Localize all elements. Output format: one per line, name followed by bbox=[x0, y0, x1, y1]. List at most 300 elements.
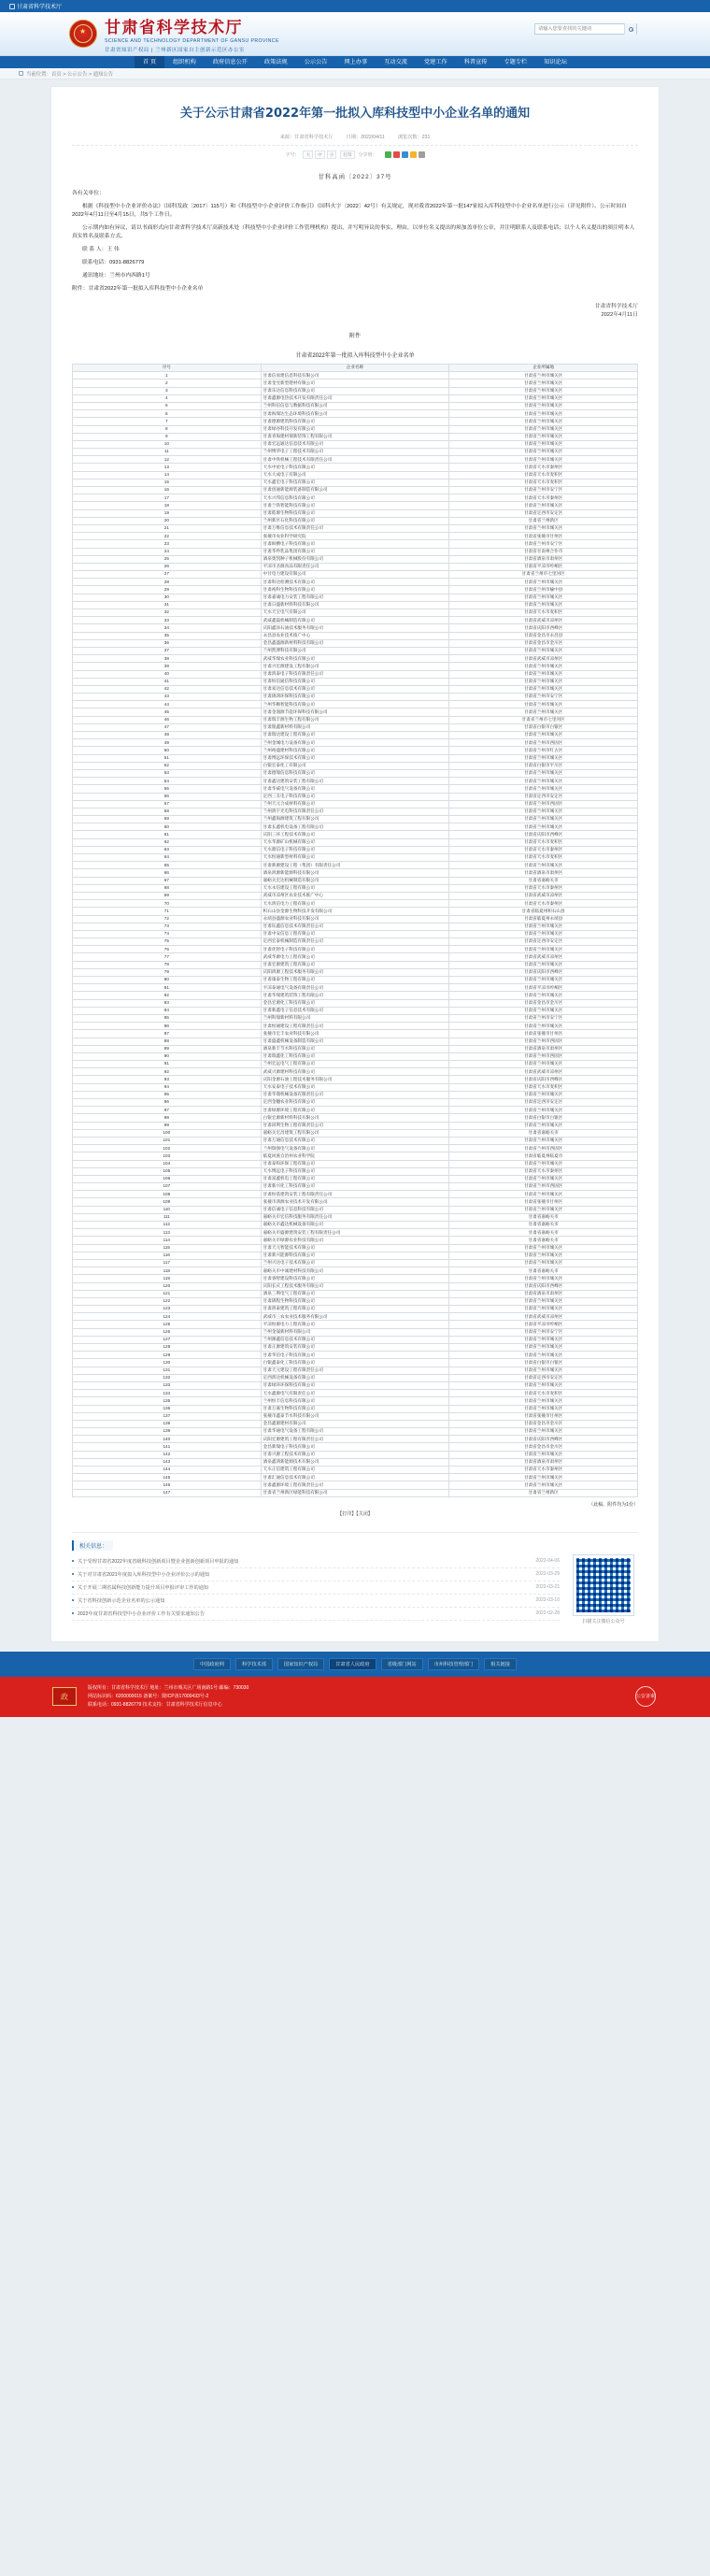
cell-index: 5 bbox=[73, 402, 262, 409]
cell-enterprise-name: 甘肃科达检测技术有限公司 bbox=[261, 579, 449, 586]
cell-enterprise-name: 甘肃睿智建设科技有限公司 bbox=[261, 1275, 449, 1282]
cell-index: 42 bbox=[73, 685, 262, 693]
table-row bbox=[73, 509, 638, 517]
cell-location: 甘肃省白银市白银区 bbox=[449, 723, 638, 731]
related-item[interactable] bbox=[72, 1581, 560, 1595]
footer-line-2: 网站标识码：6200000015 备案号：陇ICP备17000433号-2 bbox=[88, 1693, 209, 1699]
cell-index: 83 bbox=[73, 999, 262, 1007]
cell-location: 甘肃省兰州市城关区 bbox=[449, 1244, 638, 1252]
cell-location: 甘肃省兰州市安宁区 bbox=[449, 694, 638, 701]
cell-enterprise-name: 兰州金晟新材料有限公司 bbox=[261, 1328, 449, 1336]
cell-enterprise-name: 天水鼎信电子科技有限公司 bbox=[261, 846, 449, 853]
cell-location: 甘肃省兰州市城关区 bbox=[449, 862, 638, 869]
cell-location: 甘肃省酒泉市肃州区 bbox=[449, 555, 638, 563]
table-row bbox=[73, 1175, 638, 1182]
related-item-date: 2022-04-06 bbox=[535, 1558, 560, 1565]
cell-index: 120 bbox=[73, 1282, 262, 1290]
cell-location: 甘肃省兰州市城关区 bbox=[449, 379, 638, 387]
table-row bbox=[73, 754, 638, 762]
footer-seal bbox=[632, 1686, 660, 1707]
breadcrumb-text[interactable]: 当前位置：首页 > 公示公告 > 通知公告 bbox=[26, 71, 114, 78]
cell-location: 甘肃省定西市安定区 bbox=[449, 1374, 638, 1381]
table-row bbox=[73, 1282, 638, 1290]
cell-location: 甘肃省天水市秦州区 bbox=[449, 846, 638, 853]
cell-enterprise-name: 甘肃天元智能技术有限公司 bbox=[261, 1244, 449, 1252]
cell-location: 甘肃省兰州市城关区 bbox=[449, 769, 638, 777]
cell-location: 甘肃省兰州市城关区 bbox=[449, 754, 638, 762]
cell-location: 甘肃省嘉峪关市 bbox=[449, 1267, 638, 1275]
cell-location: 甘肃省兰州市城关区 bbox=[449, 977, 638, 984]
footer-line-3: 联系电话：0931-8826779 技术支持：甘肃省科学技术厅信息中心 bbox=[88, 1701, 222, 1708]
cell-location: 甘肃省兰州市城关区 bbox=[449, 678, 638, 685]
cell-enterprise-name: 兰州科信信息与数据科技有限公司 bbox=[261, 402, 449, 409]
cell-index: 40 bbox=[73, 670, 262, 678]
related-item-title[interactable]: 关于受理甘肃省2022年度省级科技创新项目暨企业创新创新项目申报的通知 bbox=[78, 1558, 239, 1565]
table-row bbox=[73, 586, 638, 594]
cell-index: 68 bbox=[73, 884, 262, 892]
table-row bbox=[73, 555, 638, 563]
cell-enterprise-name: 甘肃新鑫电子信息技术有限公司 bbox=[261, 1007, 449, 1014]
footer-link[interactable]: 科学技术部 bbox=[235, 1658, 273, 1670]
cell-enterprise-name: 定西金穗农业科技有限公司 bbox=[261, 1099, 449, 1107]
table-row bbox=[73, 1198, 638, 1206]
cell-enterprise-name: 甘肃万嘉生物科技有限公司 bbox=[261, 1405, 449, 1412]
print-close-links[interactable]: 【打印】【关闭】 bbox=[337, 1510, 373, 1517]
nav-item-announcements[interactable]: 公示公告 bbox=[304, 59, 328, 65]
cell-enterprise-name: 甘肃恒基建筑安装工程有限责任公司 bbox=[261, 1191, 449, 1198]
footer-link-strip[interactable] bbox=[0, 1652, 710, 1677]
table-row bbox=[73, 494, 638, 502]
wechat-icon[interactable] bbox=[385, 151, 391, 158]
bullet-icon bbox=[72, 1586, 74, 1588]
fontsize-medium-button[interactable]: 中 bbox=[315, 150, 325, 159]
cell-location: 甘肃省兰州市西固区 bbox=[449, 1038, 638, 1045]
cell-location: 甘肃省平凉市崆峒区 bbox=[449, 984, 638, 992]
table-row bbox=[73, 831, 638, 838]
cell-enterprise-name: 定西三友电子科技有限公司 bbox=[261, 793, 449, 800]
nav-item-online-service[interactable]: 网上办事 bbox=[344, 59, 368, 65]
table-row bbox=[73, 968, 638, 976]
table-row bbox=[73, 1451, 638, 1458]
cell-index: 136 bbox=[73, 1405, 262, 1412]
related-item[interactable] bbox=[72, 1568, 560, 1581]
nav-item-policy[interactable]: 政策法规 bbox=[263, 59, 288, 65]
cell-enterprise-name: 甘肃金昱新型建材有限公司 bbox=[261, 379, 449, 387]
cell-location: 甘肃省天水市秦州区 bbox=[449, 884, 638, 892]
table-row bbox=[73, 1014, 638, 1022]
cell-enterprise-name: 酒泉鸿源新能源科技有限公司 bbox=[261, 869, 449, 877]
cell-index: 1 bbox=[73, 372, 262, 379]
table-row bbox=[73, 1038, 638, 1045]
cell-index: 102 bbox=[73, 1145, 262, 1152]
related-item-title[interactable]: 关于开展二期省属科技创新能力提升项目申报评审工作的通知 bbox=[78, 1584, 209, 1591]
cell-index: 108 bbox=[73, 1191, 262, 1198]
cell-enterprise-name: 庆阳长庆工程技术服务有限公司 bbox=[261, 1282, 449, 1290]
related-section bbox=[72, 1532, 638, 1624]
cell-location: 甘肃省兰州市城关区 bbox=[449, 402, 638, 409]
cell-enterprise-name: 平凉恒源电力工程有限公司 bbox=[261, 1321, 449, 1328]
table-row bbox=[73, 732, 638, 739]
cell-index: 43 bbox=[73, 694, 262, 701]
cell-location: 甘肃省兰州市西固区 bbox=[449, 739, 638, 747]
body-paragraph-2: 公示期内如有异议，请以书面形式向甘肃省科学技术厅高新技术处（科技型中小企业评价工作管理机构）提出，并写明异议的事实、理由，以单位名义提出的须加盖单位公章，并注明联系人及联系电话；以个人名义提出的须注明本人真实姓名及联系方式。 bbox=[72, 225, 635, 239]
cell-index: 15 bbox=[73, 479, 262, 486]
cell-index: 127 bbox=[73, 1336, 262, 1343]
cell-location: 甘肃省张掖市甘州区 bbox=[449, 1198, 638, 1206]
nav-item-forum[interactable]: 知识论坛 bbox=[544, 59, 567, 65]
cell-enterprise-name: 甘肃信易建信息科技有限公司 bbox=[261, 372, 449, 379]
more-icon[interactable] bbox=[419, 151, 425, 158]
table-row bbox=[73, 563, 638, 570]
table-row bbox=[73, 808, 638, 815]
cell-index: 31 bbox=[73, 601, 262, 608]
cell-location: 甘肃省兰州市城关区 bbox=[449, 732, 638, 739]
cell-enterprise-name: 甘肃金润源节能环保科技有限公司 bbox=[261, 708, 449, 716]
cell-location: 甘肃省兰州市城关区 bbox=[449, 1023, 638, 1030]
table-row bbox=[73, 670, 638, 678]
nav-item-party-work[interactable]: 党建工作 bbox=[423, 59, 447, 65]
table-row bbox=[73, 1428, 638, 1436]
cell-enterprise-name: 酒泉奥凯种子机械股份有限公司 bbox=[261, 555, 449, 563]
signature-date: 2022年4月11日 bbox=[601, 312, 638, 318]
cell-enterprise-name: 庆阳鑫泽石油技术服务有限公司 bbox=[261, 624, 449, 632]
cell-location: 甘肃省兰州市城关区 bbox=[449, 961, 638, 968]
cell-location: 甘肃省兰州市城关区 bbox=[449, 708, 638, 716]
cell-index: 59 bbox=[73, 816, 262, 823]
print-button[interactable]: 打印 bbox=[340, 150, 354, 159]
site-identity[interactable] bbox=[9, 2, 62, 10]
attachment-label: 附件 bbox=[348, 334, 361, 339]
table-footer-note: （此稿、附件均为1份） bbox=[589, 1501, 638, 1508]
cell-enterprise-name: 甘肃鑫源环境工程有限责任公司 bbox=[261, 1481, 449, 1489]
cell-index: 111 bbox=[73, 1213, 262, 1221]
bullet-icon bbox=[72, 1560, 74, 1562]
cell-enterprise-name: 天水安泰电子技术有限公司 bbox=[261, 1083, 449, 1091]
footer-logo bbox=[50, 1687, 78, 1706]
cell-enterprise-name: 甘肃信诚电子信息科技有限公司 bbox=[261, 1206, 449, 1213]
cell-index: 147 bbox=[73, 1489, 262, 1496]
cell-location: 甘肃省兰州市城关区 bbox=[449, 1175, 638, 1182]
cell-enterprise-name: 兰州恒丰信息科技有限公司 bbox=[261, 1397, 449, 1405]
cell-index: 93 bbox=[73, 1076, 262, 1083]
main-nav[interactable] bbox=[0, 56, 710, 68]
cell-index: 138 bbox=[73, 1420, 262, 1427]
cell-location: 甘肃省兰州市榆中县 bbox=[449, 586, 638, 594]
cell-index: 143 bbox=[73, 1458, 262, 1466]
cell-location: 甘肃省定西市安定区 bbox=[449, 938, 638, 946]
page-title: 关于公示甘肃省2022年第一批拟入库科技型中小企业名单的通知 bbox=[179, 107, 531, 121]
table-row bbox=[73, 1359, 638, 1367]
salutation: 各有关单位： bbox=[72, 191, 105, 196]
cell-location: 甘肃省兰州市城关区 bbox=[449, 425, 638, 433]
cell-location: 甘肃省兰州市城关区 bbox=[449, 1137, 638, 1144]
cell-enterprise-name: 甘肃瑞鑫化工科技有限公司 bbox=[261, 1052, 449, 1060]
table-row bbox=[73, 1160, 638, 1167]
cell-index: 139 bbox=[73, 1428, 262, 1436]
table-row bbox=[73, 1412, 638, 1420]
cell-index: 116 bbox=[73, 1252, 262, 1259]
cell-index: 129 bbox=[73, 1352, 262, 1359]
cell-enterprise-name: 定西宏泰机械制造有限责任公司 bbox=[261, 938, 449, 946]
cell-location: 甘肃省兰州市城关区 bbox=[449, 372, 638, 379]
cell-location: 甘肃省定西市安定区 bbox=[449, 793, 638, 800]
fontsize-group[interactable] bbox=[303, 150, 336, 159]
bullet-icon bbox=[72, 1612, 74, 1614]
cell-location: 甘肃省武威市凉州区 bbox=[449, 1313, 638, 1321]
cell-location: 甘肃省兰州市城关区 bbox=[449, 1252, 638, 1259]
cell-location: 甘肃省金昌市金川区 bbox=[449, 1420, 638, 1427]
table-body bbox=[73, 372, 638, 1497]
cell-index: 95 bbox=[73, 1091, 262, 1098]
qrcode-image bbox=[574, 1555, 633, 1615]
qq-icon[interactable] bbox=[402, 151, 408, 158]
cell-index: 61 bbox=[73, 831, 262, 838]
header-titles bbox=[105, 14, 279, 53]
nav-item-interaction[interactable]: 互动交流 bbox=[384, 59, 407, 65]
table-caption: 甘肃省2022年第一批拟入库科技型中小企业名单 bbox=[295, 353, 415, 359]
cell-location: 甘肃省天水市麦积区 bbox=[449, 1390, 638, 1397]
table-row bbox=[73, 540, 638, 548]
cell-enterprise-name: 甘肃康泰生物工程有限公司 bbox=[261, 977, 449, 984]
cell-enterprise-name: 甘肃华鼎机械设备有限责任公司 bbox=[261, 1091, 449, 1098]
cell-location: 甘肃省天水市秦州区 bbox=[449, 464, 638, 471]
cell-index: 100 bbox=[73, 1129, 262, 1137]
cell-index: 80 bbox=[73, 977, 262, 984]
cell-enterprise-name: 甘肃兴源工程技术有限公司 bbox=[261, 1451, 449, 1458]
cell-index: 78 bbox=[73, 961, 262, 968]
cell-index: 26 bbox=[73, 563, 262, 570]
cell-index: 60 bbox=[73, 823, 262, 831]
cell-index: 6 bbox=[73, 410, 262, 418]
table-row bbox=[73, 1374, 638, 1381]
search-box[interactable] bbox=[534, 23, 637, 35]
table-row bbox=[73, 716, 638, 723]
cell-index: 74 bbox=[73, 930, 262, 937]
cell-enterprise-name: 兰州源鑫信息技术有限公司 bbox=[261, 1336, 449, 1343]
cell-enterprise-name: 白银宏源新材料科技有限公司 bbox=[261, 1114, 449, 1122]
cell-location: 甘肃省兰州市城关区 bbox=[449, 670, 638, 678]
cell-enterprise-name: 嘉峪关市鑫达机械设备有限公司 bbox=[261, 1222, 449, 1229]
cell-location: 甘肃省兰州市城关区 bbox=[449, 594, 638, 601]
qr-block bbox=[569, 1555, 638, 1624]
table-row bbox=[73, 1083, 638, 1091]
cell-location: 甘肃省兰州市城关区 bbox=[449, 1007, 638, 1014]
cell-location: 甘肃省兰州市城关区 bbox=[449, 1091, 638, 1098]
cell-index: 22 bbox=[73, 533, 262, 540]
cell-index: 82 bbox=[73, 992, 262, 999]
cell-index: 48 bbox=[73, 732, 262, 739]
cell-location: 甘肃省兰州市西固区 bbox=[449, 800, 638, 808]
nav-item-home[interactable]: 首 页 bbox=[135, 56, 164, 68]
fontsize-large-button[interactable]: 大 bbox=[303, 150, 313, 159]
meta-views: 浏览次数：231 bbox=[397, 135, 431, 140]
cell-index: 140 bbox=[73, 1436, 262, 1443]
cell-location: 甘肃省兰州市安宁区 bbox=[449, 487, 638, 494]
cell-location: 甘肃省兰州市城关区 bbox=[449, 1428, 638, 1436]
footer-link[interactable]: 中国政府网 bbox=[193, 1658, 231, 1670]
table-row bbox=[73, 1222, 638, 1229]
cell-location: 甘肃省天水市麦积区 bbox=[449, 1083, 638, 1091]
table-row bbox=[73, 524, 638, 532]
cell-enterprise-name: 嘉峪关市绿源农业科技有限公司 bbox=[261, 1237, 449, 1244]
cell-index: 84 bbox=[73, 1007, 262, 1014]
nav-item-gov-info[interactable]: 政府信息公开 bbox=[212, 59, 248, 65]
nav-item-organization[interactable]: 组织机构 bbox=[173, 59, 196, 65]
cell-enterprise-name: 甘肃华通电气设备工程有限公司 bbox=[261, 1428, 449, 1436]
search-input[interactable] bbox=[535, 24, 624, 34]
cell-location: 甘肃省临夏州临夏市 bbox=[449, 1152, 638, 1160]
footer-link[interactable]: 相关链接 bbox=[484, 1658, 517, 1670]
cell-enterprise-name: 甘肃创通新能源装备制造有限公司 bbox=[261, 487, 449, 494]
cell-enterprise-name: 金昌鑫盛源新材料科技有限公司 bbox=[261, 639, 449, 647]
cell-enterprise-name: 白银鑫泰化工科技有限公司 bbox=[261, 1359, 449, 1367]
table-row bbox=[73, 923, 638, 930]
cell-enterprise-name: 兰州鸿宇光电科技有限责任公司 bbox=[261, 808, 449, 815]
cell-enterprise-name: 甘肃绿环环保科技有限公司 bbox=[261, 1381, 449, 1389]
meta-date: 日期：2022/04/11 bbox=[346, 135, 385, 140]
cell-location: 甘肃省张掖市甘州区 bbox=[449, 1030, 638, 1038]
cell-location: 甘肃省兰州市安宁区 bbox=[449, 1328, 638, 1336]
cell-index: 137 bbox=[73, 1412, 262, 1420]
weibo-icon[interactable] bbox=[393, 151, 400, 158]
cell-location: 甘肃省兰州市城关区 bbox=[449, 1297, 638, 1305]
cell-location: 甘肃省兰州市城关区 bbox=[449, 1451, 638, 1458]
cell-location: 甘肃省兰州市城关区 bbox=[449, 601, 638, 608]
table-row bbox=[73, 1336, 638, 1343]
cell-location: 甘肃省临夏州积石山县 bbox=[449, 908, 638, 915]
cell-enterprise-name: 甘肃中铁机械工程技术有限责任公司 bbox=[261, 456, 449, 464]
cell-enterprise-name: 嘉峪关市中诚建材科技有限公司 bbox=[261, 1267, 449, 1275]
table-row bbox=[73, 571, 638, 579]
cell-index: 37 bbox=[73, 647, 262, 654]
cell-enterprise-name: 酒泉三利电气工程有限公司 bbox=[261, 1290, 449, 1297]
cell-index: 33 bbox=[73, 617, 262, 624]
cell-location: 甘肃省武威市凉州区 bbox=[449, 655, 638, 663]
cell-index: 47 bbox=[73, 723, 262, 731]
cell-index: 16 bbox=[73, 487, 262, 494]
table-row bbox=[73, 1259, 638, 1267]
table-row bbox=[73, 1390, 638, 1397]
cell-location: 甘肃省张掖市甘州区 bbox=[449, 1412, 638, 1420]
table-row bbox=[73, 800, 638, 808]
related-item-title[interactable]: 关于省科技创新示范企业名单的公示通知 bbox=[78, 1597, 165, 1604]
table-row bbox=[73, 1252, 638, 1259]
table-row bbox=[73, 464, 638, 471]
table-row bbox=[73, 1467, 638, 1474]
table-row bbox=[73, 938, 638, 946]
qzone-icon[interactable] bbox=[410, 151, 417, 158]
cell-index: 58 bbox=[73, 808, 262, 815]
cell-enterprise-name: 甘肃宏远通达信息技术有限公司 bbox=[261, 440, 449, 448]
table-row bbox=[73, 1237, 638, 1244]
cell-location: 甘肃省平凉市崆峒区 bbox=[449, 1321, 638, 1328]
table-row bbox=[73, 961, 638, 968]
cell-enterprise-name: 武威华源电力工程有限公司 bbox=[261, 953, 449, 961]
cell-index: 77 bbox=[73, 953, 262, 961]
table-row bbox=[73, 579, 638, 586]
cell-index: 25 bbox=[73, 555, 262, 563]
home-icon bbox=[19, 71, 23, 76]
cell-enterprise-name: 武威市三农农业技术服务有限公司 bbox=[261, 1313, 449, 1321]
cell-location: 甘肃省兰州市西固区 bbox=[449, 1052, 638, 1060]
cell-location: 甘肃省庆阳市西峰区 bbox=[449, 1282, 638, 1290]
table-row bbox=[73, 877, 638, 884]
share-icons[interactable] bbox=[385, 151, 425, 158]
table-row bbox=[73, 440, 638, 448]
table-row bbox=[73, 402, 638, 409]
table-row bbox=[73, 762, 638, 769]
cell-enterprise-name: 张掖市鸿源农业技术开发有限公司 bbox=[261, 1198, 449, 1206]
cell-location: 甘肃省兰州新区 bbox=[449, 517, 638, 524]
footer-link[interactable]: 市州科技管理部门 bbox=[428, 1658, 480, 1670]
bullet-icon bbox=[72, 1573, 74, 1575]
cell-index: 7 bbox=[73, 418, 262, 425]
cell-index: 114 bbox=[73, 1237, 262, 1244]
breadcrumb bbox=[0, 68, 710, 79]
cell-location: 甘肃省庆阳市西峰区 bbox=[449, 831, 638, 838]
cell-location: 甘肃省兰州市城关区 bbox=[449, 1397, 638, 1405]
related-item[interactable] bbox=[72, 1595, 560, 1608]
cell-index: 132 bbox=[73, 1374, 262, 1381]
cell-index: 56 bbox=[73, 793, 262, 800]
cell-enterprise-name: 中甘电力建设有限公司 bbox=[261, 571, 449, 579]
cell-index: 88 bbox=[73, 1038, 262, 1045]
cell-enterprise-name: 天水兴邦信息科技有限公司 bbox=[261, 494, 449, 502]
cell-location: 甘肃省武威市凉州区 bbox=[449, 953, 638, 961]
cell-enterprise-name: 甘肃万维信息技术有限责任公司 bbox=[261, 524, 449, 532]
table-row bbox=[73, 708, 638, 716]
related-item-title[interactable]: 2022年度甘肃省科技型中小企业评价工作有关要求通知公告 bbox=[78, 1610, 206, 1617]
cell-location: 甘肃省甘南州合作市 bbox=[449, 548, 638, 555]
cell-index: 142 bbox=[73, 1451, 262, 1458]
cell-enterprise-name: 兰州科瑞新材料有限公司 bbox=[261, 1014, 449, 1022]
cell-location: 甘肃省兰州市城关区 bbox=[449, 923, 638, 930]
cell-enterprise-name: 甘肃万通信息技术有限公司 bbox=[261, 1137, 449, 1144]
cell-enterprise-name: 酒泉新丰节水科技有限公司 bbox=[261, 1045, 449, 1052]
nav-item-science-popularization[interactable]: 科普宣传 bbox=[463, 59, 488, 65]
search-button[interactable] bbox=[624, 23, 636, 35]
footer-link[interactable]: 省级部门网站 bbox=[381, 1658, 423, 1670]
related-item-title[interactable]: 关于对甘肃省2021年度拟入库科技型中小企业评价公示的通知 bbox=[78, 1571, 210, 1578]
footer-link[interactable]: 国家知识产权局 bbox=[277, 1658, 324, 1670]
table-row bbox=[73, 1344, 638, 1352]
cell-enterprise-name: 天水正信建筑工程有限公司 bbox=[261, 1467, 449, 1474]
cell-index: 81 bbox=[73, 984, 262, 992]
enterprise-table bbox=[72, 364, 638, 1497]
cell-location: 甘肃省兰州市城关区 bbox=[449, 663, 638, 670]
cell-enterprise-name: 甘肃盛鑫机械设备制造有限公司 bbox=[261, 1038, 449, 1045]
footer-link[interactable]: 甘肃省人民政府 bbox=[329, 1658, 376, 1670]
cell-enterprise-name: 甘肃锦程生物科技有限公司 bbox=[261, 1297, 449, 1305]
cell-enterprise-name: 甘肃纵横电子科技有限公司 bbox=[261, 540, 449, 548]
cell-index: 44 bbox=[73, 701, 262, 708]
table-row bbox=[73, 1023, 638, 1030]
cell-location: 甘肃省兰州市城关区 bbox=[449, 449, 638, 456]
col-index: 序号 bbox=[73, 365, 262, 372]
cell-location: 甘肃省兰州市城关区 bbox=[449, 1306, 638, 1313]
col-enterprise-name: 企业名称 bbox=[261, 365, 449, 372]
cell-location: 甘肃省嘉峪关市 bbox=[449, 1213, 638, 1221]
gov-logo-icon: 政 bbox=[52, 1687, 77, 1706]
related-item[interactable] bbox=[72, 1608, 560, 1621]
cell-location: 甘肃省兰州市城关区 bbox=[449, 1481, 638, 1489]
nav-item-topics[interactable]: 专题专栏 bbox=[504, 59, 528, 65]
fontsize-small-button[interactable]: 小 bbox=[327, 150, 337, 159]
related-item-date: 2022-03-10 bbox=[535, 1597, 560, 1604]
cell-location: 甘肃省兰州市城关区 bbox=[449, 1061, 638, 1068]
related-item[interactable] bbox=[72, 1555, 560, 1568]
cell-location: 甘肃省定西市安定区 bbox=[449, 509, 638, 517]
